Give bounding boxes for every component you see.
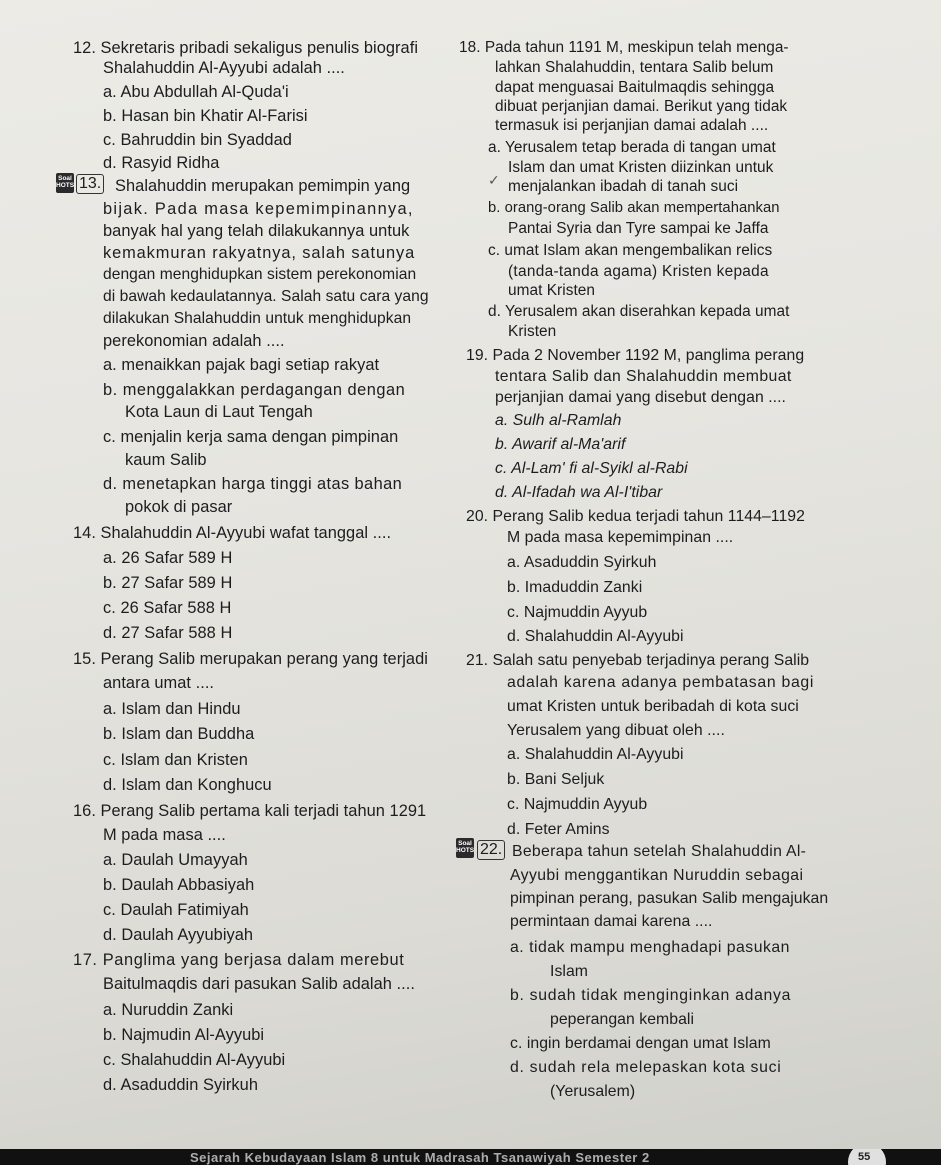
question-12: 12. Sekretaris pribadi sekaligus penulis biografi (73, 39, 419, 57)
q13-option-b: b. menggalakkan perdagangan dengan (103, 381, 406, 399)
question-19-text: perjanjian damai yang disebut dengan .... (495, 389, 786, 406)
question-20: 20. Perang Salib kedua terjadi tahun 1144–1192 (466, 508, 805, 525)
question-16-text: M pada masa .... (103, 826, 226, 844)
q12-option-c: c. Bahruddin bin Syaddad (103, 131, 292, 149)
q18-option-c-cont: (tanda-tanda agama) Kristen kepada (508, 263, 769, 280)
q22-option-d: d. sudah rela melepaskan kota suci (510, 1059, 782, 1076)
q20-option-a: a. Asaduddin Syirkuh (507, 554, 657, 571)
question-22-number: 22. (477, 840, 505, 860)
question-13-text: di bawah kedaulatannya. Salah satu cara yang (103, 288, 429, 305)
question-15-text: antara umat .... (103, 674, 215, 692)
question-19-text: tentara Salib dan Shalahuddin membuat (495, 368, 792, 385)
q12-option-a: a. Abu Abdullah Al-Quda'i (103, 83, 289, 101)
q19-option-d: d. Al-Ifadah wa Al-I'tibar (495, 484, 663, 501)
q16-option-c: c. Daulah Fatimiyah (103, 901, 249, 919)
q15-option-a: a. Islam dan Hindu (103, 700, 241, 718)
q18-option-a-cont: Islam dan umat Kristen diizinkan untuk (508, 159, 774, 176)
question-12-text: Shalahuddin Al-Ayyubi adalah .... (103, 59, 345, 77)
question-22-text: Ayyubi menggantikan Nuruddin sebagai (510, 867, 804, 884)
question-17-text: Baitulmaqdis dari pasukan Salib adalah .... (103, 975, 415, 993)
q17-option-d: d. Asaduddin Syirkuh (103, 1076, 258, 1094)
q22-option-b-cont: peperangan kembali (550, 1011, 695, 1028)
q13-option-d: d. menetapkan harga tinggi atas bahan (103, 475, 403, 493)
q15-option-c: c. Islam dan Kristen (103, 751, 248, 769)
q17-option-a: a. Nuruddin Zanki (103, 1001, 234, 1019)
q22-option-d-cont: (Yerusalem) (550, 1083, 636, 1100)
q12-option-d: d. Rasyid Ridha (103, 154, 220, 172)
q19-option-a: a. Sulh al-Ramlah (495, 412, 622, 429)
hots-badge: Soal HOTS (56, 173, 74, 193)
question-15: 15. Perang Salib merupakan perang yang terjadi (73, 650, 428, 668)
q18-option-b: b. orang-orang Salib akan mempertahankan (488, 200, 780, 216)
q18-option-c-cont: umat Kristen (508, 282, 595, 299)
q13-option-c: c. menjalin kerja sama dengan pimpinan (103, 428, 399, 446)
question-13-text: kemakmuran rakyatnya, salah satunya (103, 244, 416, 262)
q21-option-b: b. Bani Seljuk (507, 771, 605, 788)
question-19: 19. Pada 2 November 1192 M, panglima perang (466, 347, 805, 364)
q18-option-a-cont: menjalankan ibadah di tanah suci (508, 178, 739, 195)
q14-option-a: a. 26 Safar 589 H (103, 549, 233, 567)
question-13-text: dengan menghidupkan sistem perekonomian (103, 266, 417, 283)
question-18-text: dapat menguasai Baitulmaqdis sehingga (495, 79, 775, 96)
q20-option-d: d. Shalahuddin Al-Ayyubi (507, 628, 684, 645)
question-13-text: bijak. Pada masa kepemimpinannya, (103, 200, 414, 218)
q22-option-a-cont: Islam (550, 963, 588, 980)
question-18-text: lahkan Shalahuddin, tentara Salib belum (495, 59, 774, 76)
footer-book-title: Sejarah Kebudayaan Islam 8 untuk Madrasah Tsanawiyah Semester 2 (190, 1150, 650, 1165)
question-20-text: M pada masa kepemimpinan .... (507, 529, 734, 546)
question-18: 18. Pada tahun 1191 M, meskipun telah menga- (459, 39, 789, 56)
q14-option-b: b. 27 Safar 589 H (103, 574, 233, 592)
q13-option-a: a. menaikkan pajak bagi setiap rakyat (103, 356, 380, 374)
question-22: Beberapa tahun setelah Shalahuddin Al- (512, 843, 807, 860)
q22-option-b: b. sudah tidak menginginkan adanya (510, 987, 792, 1004)
hots-badge: Soal HOTS (456, 838, 474, 858)
q20-option-b: b. Imaduddin Zanki (507, 579, 643, 596)
page-footer (0, 1149, 941, 1165)
question-14: 14. Shalahuddin Al-Ayyubi wafat tanggal .... (73, 524, 392, 542)
q18-option-b-cont: Pantai Syria dan Tyre sampai ke Jaffa (508, 220, 769, 237)
q17-option-b: b. Najmudin Al-Ayyubi (103, 1026, 265, 1044)
q18-option-d: d. Yerusalem akan diserahkan kepada umat (488, 303, 790, 320)
q22-option-a: a. tidak mampu menghadapi pasukan (510, 939, 790, 956)
question-21-text: adalah karena adanya pembatasan bagi (507, 674, 815, 691)
q20-option-c: c. Najmuddin Ayyub (507, 604, 648, 621)
q22-option-c: c. ingin berdamai dengan umat Islam (510, 1035, 771, 1052)
question-17: 17. Panglima yang berjasa dalam merebut (73, 951, 405, 969)
question-13-text: dilakukan Shalahuddin untuk menghidupkan (103, 310, 412, 327)
question-13-number: 13. (76, 174, 104, 194)
q16-option-a: a. Daulah Umayyah (103, 851, 248, 869)
q21-option-c: c. Najmuddin Ayyub (507, 796, 648, 813)
question-16: 16. Perang Salib pertama kali terjadi tahun 1291 (73, 802, 427, 820)
question-13: Shalahuddin merupakan pemimpin yang (115, 177, 411, 195)
q14-option-c: c. 26 Safar 588 H (103, 599, 232, 617)
q18-option-d-cont: Kristen (508, 323, 557, 340)
q18-option-a: a. Yerusalem tetap berada di tangan umat (488, 139, 776, 156)
q13-option-b-cont: Kota Laun di Laut Tengah (125, 403, 313, 421)
question-21-text: umat Kristen untuk beribadah di kota suci (507, 698, 799, 715)
q14-option-d: d. 27 Safar 588 H (103, 624, 233, 642)
q16-option-b: b. Daulah Abbasiyah (103, 876, 255, 894)
question-18-text: dibuat perjanjian damai. Berikut yang tidak (495, 98, 788, 115)
page-number-badge (848, 1149, 886, 1165)
q13-option-d-cont: pokok di pasar (125, 498, 233, 516)
question-18-text: termasuk isi perjanjian damai adalah .... (495, 117, 769, 134)
q19-option-c: c. Al-Lam' fi al-Syikl al-Rabi (495, 460, 688, 477)
check-mark-icon: ✓ (488, 172, 500, 188)
q15-option-b: b. Islam dan Buddha (103, 725, 255, 743)
page-number: 55 (858, 1151, 871, 1163)
q16-option-d: d. Daulah Ayyubiyah (103, 926, 254, 944)
q13-option-c-cont: kaum Salib (125, 451, 207, 469)
q19-option-b: b. Awarif al-Ma'arif (495, 436, 626, 453)
question-21-text: Yerusalem yang dibuat oleh .... (507, 722, 725, 739)
q15-option-d: d. Islam dan Konghucu (103, 776, 272, 794)
question-21: 21. Salah satu penyebab terjadinya perang Salib (466, 652, 810, 669)
q12-option-b: b. Hasan bin Khatir Al-Farisi (103, 107, 308, 125)
q17-option-c: c. Shalahuddin Al-Ayyubi (103, 1051, 286, 1069)
question-13-text: perekonomian adalah .... (103, 332, 285, 350)
question-22-text: permintaan damai karena .... (510, 913, 713, 930)
question-22-text: pimpinan perang, pasukan Salib mengajukan (510, 890, 829, 907)
q21-option-a: a. Shalahuddin Al-Ayyubi (507, 746, 684, 763)
question-13-text: banyak hal yang telah dilakukannya untuk (103, 222, 410, 240)
q18-option-c: c. umat Islam akan mengembalikan relics (488, 242, 773, 259)
q21-option-d: d. Feter Amins (507, 821, 610, 838)
